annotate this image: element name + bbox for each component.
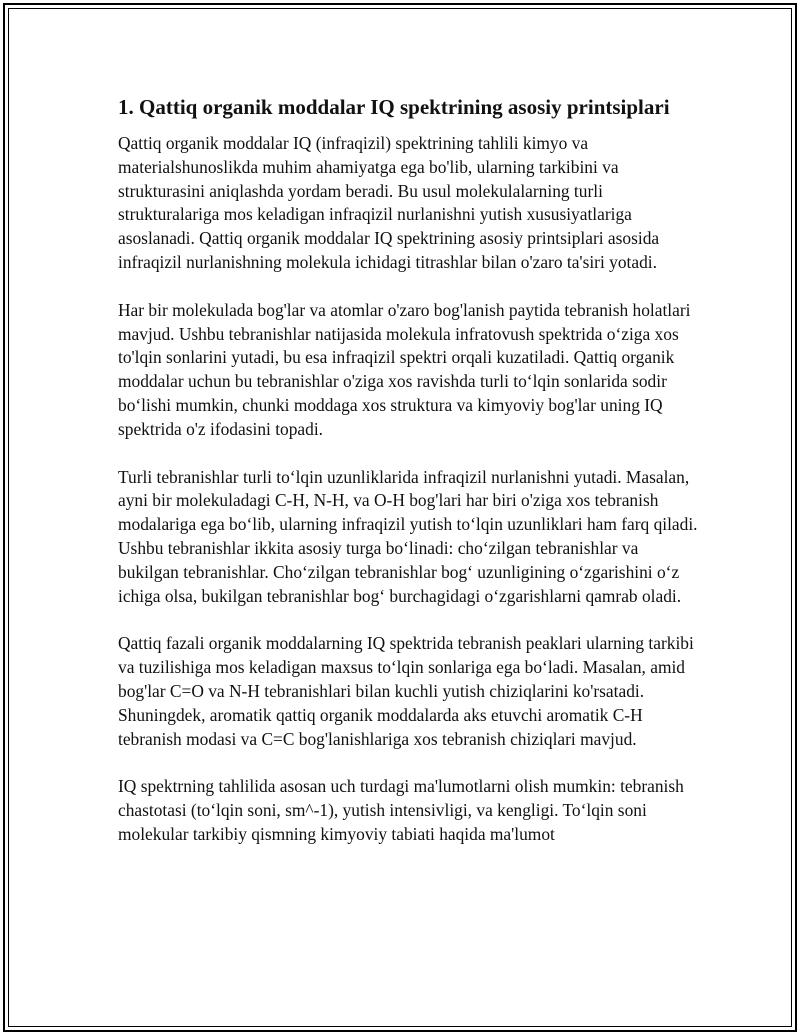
- paragraph-4: Qattiq fazali organik moddalarning IQ spektrida tebranish peaklari ularning tarkibi va tuzilishiga mos keladigan maxsus to‘lqin sonlariga ega bo‘ladi. Masalan, amid bog'lar C=O va N-H tebranishlari bilan kuchli yutish chiziqlarini ko'rsatadi. Shuningdek, aromatik qattiq organik moddalarda aks etuvchi aromatik C-H tebranish modasi va C=C bog'lanishlariga xos tebranish chiziqlari mavjud.: [118, 633, 694, 749]
- paragraph-1: Qattiq organik moddalar IQ (infraqizil) spektrining tahlili kimyo va materialshunoslikda muhim ahamiyatga ega bo'lib, ularning tarkibini va strukturasini aniqlashda yordam beradi. Bu usul molekulalarning turli strukturalariga mos keladigan infraqizil nurlanishni yutish xususiyatlariga asoslanadi. Qattiq organik moddalar IQ spektrining asosiy printsiplari asosida infraqizil nurlanishning molekula ichidagi titrashlar bilan o'zaro ta'siri yotadi.: [118, 133, 660, 272]
- paragraph-5: IQ spektrning tahlilida asosan uch turdagi ma'lumotlarni olish mumkin: tebranish chastotasi (to‘lqin soni, sm^-1), yutish intensivligi, va kengligi. To‘lqin soni molekular tarkibiy qismning kimyoviy tabiati haqida ma'lumot: [118, 776, 684, 844]
- section-heading: 1. Qattiq organik moddalar IQ spektrining asosiy printsiplari: [118, 95, 670, 119]
- document-body: [118, 94, 698, 871]
- paragraph-3: Turli tebranishlar turli to‘lqin uzunliklarida infraqizil nurlanishni yutadi. Masalan, ayni bir molekuladagi C-H, N-H, va O-H bog'lari har biri o'ziga xos tebranish modalariga ega bo‘lib, ularning infraqizil yutish to‘lqin uzunliklari ham farq qiladi. Ushbu tebranishlar ikkita asosiy turga bo‘linadi: cho‘zilgan tebranishlar va bukilgan tebranishlar. Cho‘zilgan tebranishlar bog‘ uzunligining o‘zgarishini o‘z ichiga olsa, bukilgan tebranishlar bog‘ burchagidagi o‘zgarishlarni qamrab oladi.: [118, 466, 698, 606]
- paragraph-2: Har bir molekulada bog'lar va atomlar o'zaro bog'lanish paytida tebranish holatlari mavjud. Ushbu tebranishlar natijasida molekula infratovush spektrida o‘ziga xos to'lqin sonlarini yutadi, bu esa infraqizil spektri orqali kuzatiladi. Qattiq organik moddalar uchun bu tebranishlar o'ziga xos ravishda turli to‘lqin sonlarida sodir bo‘lishi mumkin, chunki moddaga xos struktura va kimyoviy bog'lar uning IQ spektrida o'z ifodasini topadi.: [118, 299, 691, 439]
